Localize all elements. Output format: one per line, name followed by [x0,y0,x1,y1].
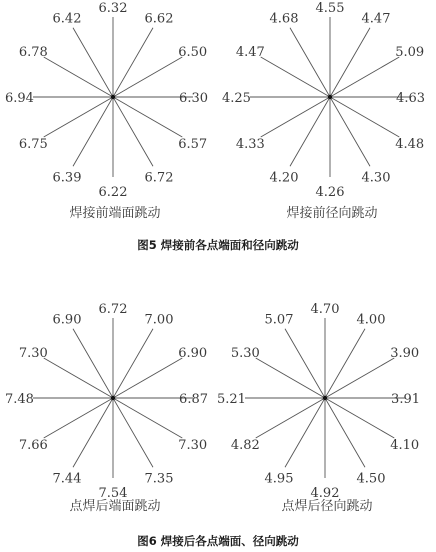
center-dot [111,95,115,99]
spoke-diagram-2-2 [217,302,420,514]
point-value-5: 7.30 [178,438,208,453]
point-value-9: 4.82 [230,438,260,453]
point-value-12: 6.90 [52,312,82,328]
point-value-6: 4.50 [356,471,386,487]
point-value-7: 6.22 [98,185,128,200]
point-value-4: 6.30 [179,91,208,106]
center-dot [328,95,332,99]
point-value-3: 5.09 [395,45,425,60]
spoke-diagram-1-2 [222,1,425,221]
point-value-2: 4.47 [361,11,391,27]
point-value-9: 6.75 [18,137,48,152]
point-value-8: 6.39 [52,170,82,186]
diagram-label: 焊接前径向跳动 [286,206,378,221]
point-value-10: 6.94 [5,91,34,106]
point-value-1: 4.70 [310,302,340,317]
point-value-4: 6.87 [179,392,208,407]
point-value-12: 5.07 [264,312,294,328]
point-value-3: 3.90 [390,346,420,361]
point-value-2: 6.62 [144,11,174,27]
point-value-4: 3.91 [391,392,420,407]
point-value-12: 6.42 [52,11,82,27]
point-value-6: 4.30 [361,170,391,186]
point-value-10: 4.25 [222,91,251,106]
point-value-6: 7.35 [144,471,174,487]
point-value-8: 4.95 [264,471,294,487]
point-value-11: 4.47 [235,45,265,60]
diagram-label: 点焊后端面跳动 [69,499,161,514]
point-value-1: 6.32 [98,1,128,16]
point-value-10: 7.48 [5,392,34,407]
point-value-7: 4.26 [315,185,345,200]
spoke-diagram-1-1 [5,1,208,221]
point-value-2: 7.00 [144,312,174,328]
point-value-4: 4.63 [396,91,425,106]
point-value-11: 6.78 [18,45,48,60]
diagram-label: 焊接前端面跳动 [69,206,161,221]
diagram-label: 点焊后径向跳动 [281,499,373,514]
point-value-8: 4.20 [269,170,299,186]
point-value-7: 7.54 [98,486,128,501]
point-value-1: 4.55 [315,1,345,16]
point-value-11: 7.30 [18,346,48,361]
center-dot [111,396,115,400]
point-value-9: 4.33 [235,137,265,152]
center-dot [323,396,327,400]
point-value-2: 4.00 [356,312,386,328]
point-value-6: 6.72 [144,170,174,186]
point-value-5: 4.10 [390,438,420,453]
figure-caption: 图5 焊接前各点端面和径向跳动 [137,238,299,252]
point-value-7: 4.92 [310,486,340,501]
point-value-5: 4.48 [395,137,425,152]
figure-caption: 图6 焊接后各点端面、径向跳动 [137,534,299,548]
point-value-3: 6.90 [178,346,208,361]
point-value-12: 4.68 [269,11,299,27]
point-value-9: 7.66 [18,438,48,453]
point-value-10: 5.21 [217,392,246,407]
point-value-1: 6.72 [98,302,128,317]
point-value-3: 6.50 [178,45,208,60]
point-value-8: 7.44 [52,471,82,487]
point-value-5: 6.57 [178,137,208,152]
point-value-11: 5.30 [230,346,260,361]
spoke-diagram-2-1 [5,302,208,514]
